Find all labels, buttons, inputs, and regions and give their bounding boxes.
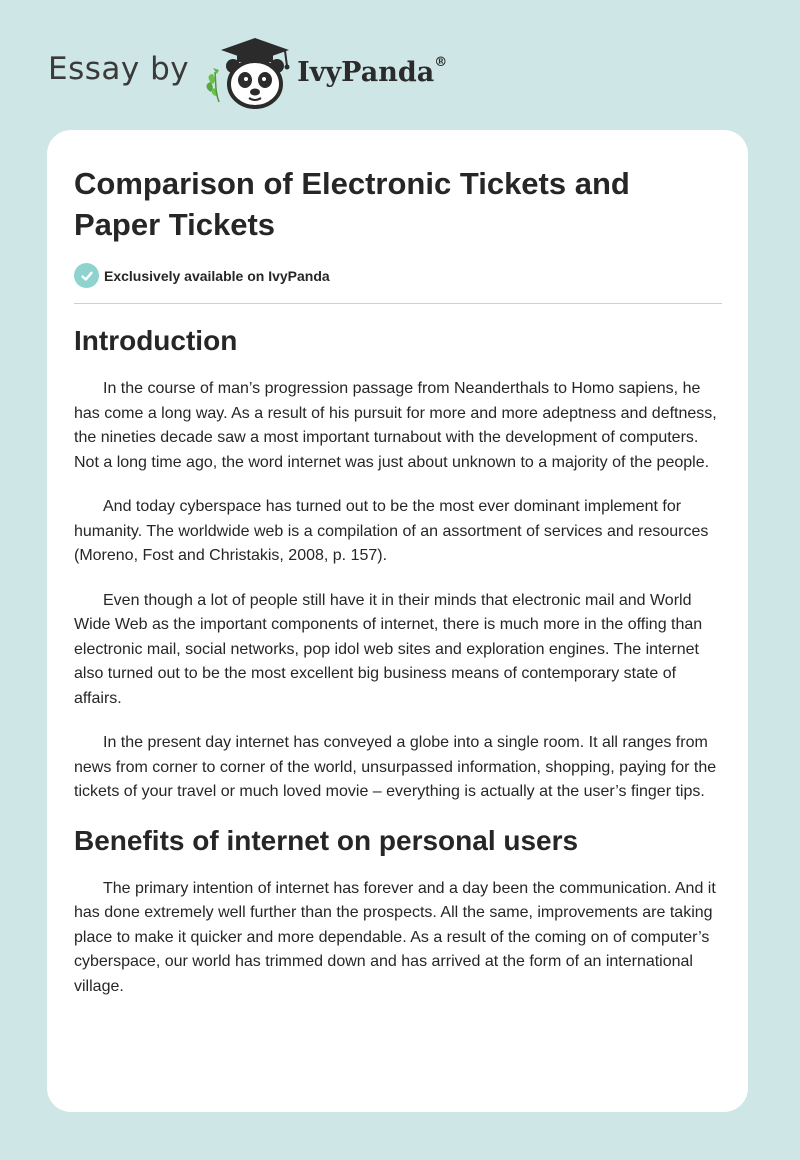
article-card [47, 130, 748, 1112]
divider [74, 303, 722, 304]
essay-by-label: Essay by [48, 51, 190, 87]
page-title: Comparison of Electronic Tickets and Paper Tickets [74, 166, 630, 242]
exclusive-label: Exclusively available on IvyPanda [104, 267, 330, 284]
brand-name[interactable]: IvyPanda® [297, 54, 448, 88]
paragraph: And today cyberspace has turned out to be the most ever dominant implement for humanity. The worldwide web is a compilation of an assortment of services and resources (Moreno, Fost and Christakis, 2008, p. 157). [74, 498, 709, 564]
site-header [48, 34, 447, 110]
checkmark-icon [74, 263, 99, 288]
registered-mark: ® [434, 54, 448, 70]
section-heading-introduction: Introduction [74, 325, 238, 356]
article-body [74, 323, 722, 999]
paragraph: Even though a lot of people still have it in their minds that electronic mail and World Wide Web as the important components of internet, there is much more in the offing than electronic mail, social networks, pop idol web sites and exploration engines. The internet also turned out to be the most excellent big business means of contemporary state of affairs. [74, 591, 703, 707]
ivypanda-logo-icon[interactable] [203, 34, 295, 110]
paragraph: In the course of man’s progression passage from Neanderthals to Homo sapiens, he has come a long way. As a result of his pursuit for more and more adeptness and deftness, the nineties decade saw a most important turnabout with the development of computers. Not a long time ago, the word internet was just about unknown to a majority of the people. [74, 380, 717, 471]
paragraph: The primary intention of internet has forever and a day been the communication. And it has done extremely well further than the prospects. All the same, improvements are taking place to make it quicker and more dependable. As a result of the coming on of computer’s cyberspace, our world has trimmed down and has arrived at the form of an international village. [74, 879, 716, 995]
section-heading-benefits: Benefits of internet on personal users [74, 824, 579, 856]
paragraph: In the present day internet has conveyed a globe into a single room. It all ranges from news from corner to corner of the world, unsurpassed information, shopping, paying for the tickets of your travel or much loved movie – everything is actually at the user’s finger tips. [74, 734, 717, 800]
exclusive-badge [74, 263, 330, 288]
